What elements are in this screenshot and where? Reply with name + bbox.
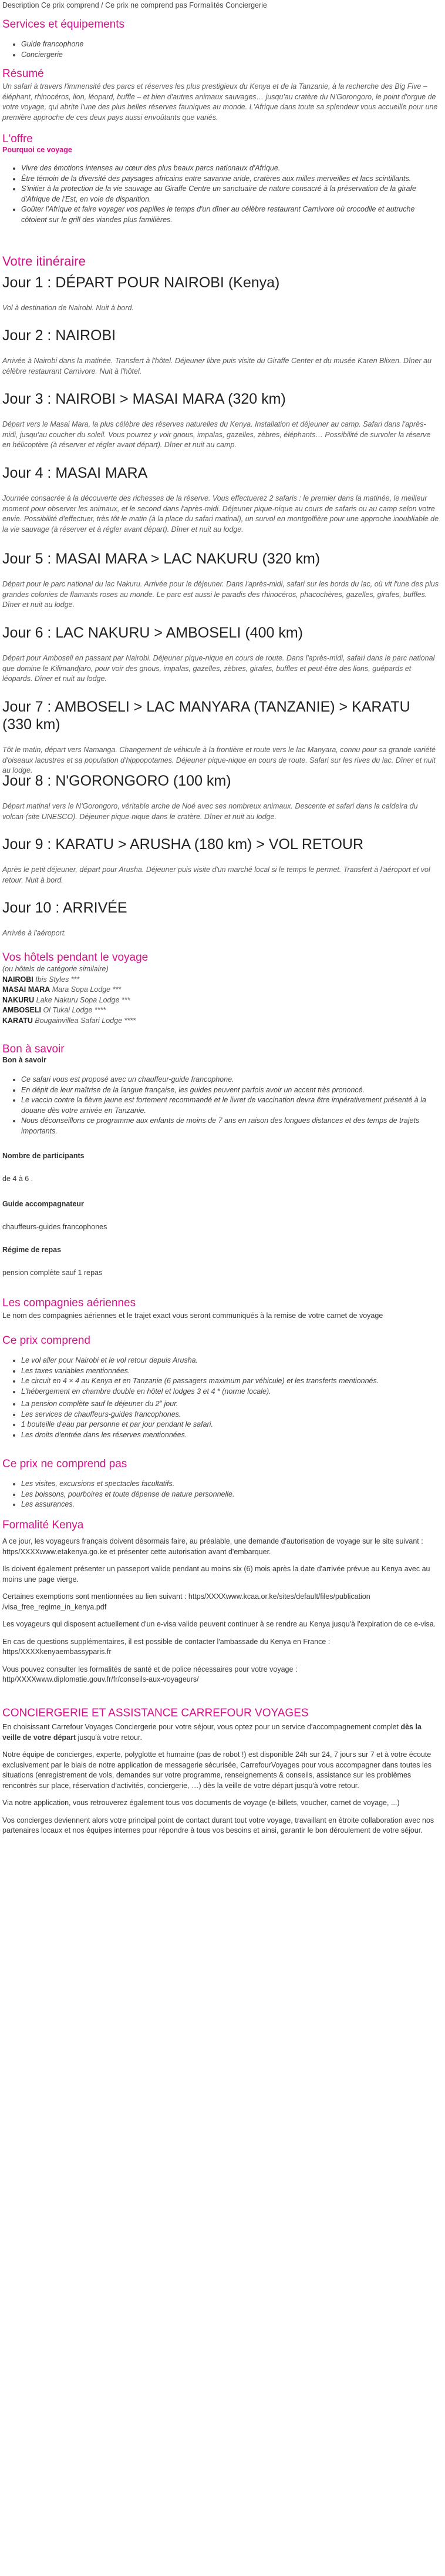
day-title: Jour 3 : NAIROBI > MASAI MARA (320 km) xyxy=(2,391,286,407)
list-item: • La pension complète sauf le déjeuner du 2e jour. xyxy=(21,1397,439,1410)
day-title: Jour 8 : N'GORONGORO (100 km) xyxy=(2,773,231,789)
hotel-city: MASAI MARA xyxy=(2,985,50,994)
day-title: Jour 7 : AMBOSELI > LAC MANYARA (TANZANIE) > KARATU (330 km) xyxy=(2,699,410,733)
formalites-section xyxy=(2,1518,439,1685)
excludes-section xyxy=(2,1457,439,1510)
bon-savoir-item: • En dépit de leur maîtrise de la langue française, les guides peuvent parfois avoir un accent très prononcé. xyxy=(21,1085,439,1096)
day-9 xyxy=(2,836,439,886)
day-1 xyxy=(2,274,439,314)
day-4 xyxy=(2,464,439,535)
day-text: Après le petit déjeuner, départ pour Arusha. Déjeuner puis visite d'un marché local si le temps le permet. Transfert à l'aéroport et vol retour. Nuit à bord. xyxy=(2,866,430,884)
offre-item: • Vivre des émotions intenses au cœur des plus beaux parcs nationaux d'Afrique. xyxy=(21,163,439,174)
formalites-p5: En cas de questions supplémentaires, il est possible de contacter l'ambassade du Kenya en France : https/XXXXkenyaembassyparis.fr xyxy=(2,1637,331,1656)
formalites-p2: Ils doivent également présenter un passeport valide pendant au moins six (6) mois après la date d'arrivée prévue au Kenya avec au moins une page vierge. xyxy=(2,1565,430,1584)
hotel-name: Mara Sopa Lodge *** xyxy=(50,985,122,994)
participants-value: de 4 à 6 . xyxy=(2,1175,33,1183)
conciergerie-section xyxy=(2,1706,439,1836)
hotel-row xyxy=(2,1016,439,1027)
hotels-section xyxy=(2,951,439,1026)
offre-item: • S'initier à la protection de la vie sauvage au Giraffe Centre un sanctuaire de nature consacré à la préservation de la girafe d'Afrique de l'Est, en voie de disparition. xyxy=(21,184,439,204)
formalites-p3: Certaines exemptions sont mentionnées au lien suivant : https/XXXXwww.kcaa.or.ke/sites/default/files/publication /visa_free_regime_in_kenya.pdf xyxy=(2,1592,370,1611)
includes-list xyxy=(2,1356,439,1440)
hotel-city: NAKURU xyxy=(2,995,35,1004)
day-text: Départ pour le parc national du lac Nakuru. Arrivée pour le déjeuner. Dans l'après-midi, safari sur les bords du lac, où vit l'une des plus grandes colonies de flamants roses au monde. Le parc est aussi le paradis des rhinocéros, phacochères, gazelles, girafes, buffles. Dîner et nuit au lodge. xyxy=(2,580,439,609)
day-7 xyxy=(2,698,439,776)
hotel-row xyxy=(2,1005,439,1016)
hotel-row xyxy=(2,985,439,995)
bon-savoir-item: • Ce safari vous est proposé avec un chauffeur-guide francophone. xyxy=(21,1075,439,1085)
participants-label: Nombre de participants xyxy=(2,1152,85,1160)
hotel-name: Ol Tukai Lodge **** xyxy=(41,1006,106,1014)
day-title: Jour 1 : DÉPART POUR NAIROBI (Kenya) xyxy=(2,274,280,291)
participants-section xyxy=(2,1152,439,1185)
list-item: • Les droits d'entrée dans les réserves mentionnées. xyxy=(21,1430,439,1441)
day-text: Vol à destination de Nairobi. Nuit à bord. xyxy=(2,304,134,312)
hotel-city: AMBOSELI xyxy=(2,1006,41,1014)
list-item: • L'hébergement en chambre double en hôtel et lodges 3 et 4 * (norme locale). xyxy=(21,1387,439,1397)
hotel-city: KARATU xyxy=(2,1016,33,1025)
offre-section xyxy=(2,132,439,225)
conciergerie-p3: Via notre application, vous retrouverez également tous vos documents de voyage (e-billets, voucher, carnet de voyage, ...) xyxy=(2,1799,400,1807)
day-title: Jour 4 : MASAI MARA xyxy=(2,465,148,481)
hotel-name: Lake Nakuru Sopa Lodge *** xyxy=(34,995,130,1004)
day-text: Départ vers le Masai Mara, la plus célèbre des réserves naturelles du Kenya. Installation et déjeuner au camp. Safari dans l'après-midi, jusqu'au coucher du soleil. Vous pourrez y voir gnous, impalas, gazelles, zèbres, éléphants… Possibilité de survoler la réserve en hélicoptère (à réserver et régler avant départ). Dîner et nuit au camp. xyxy=(2,420,431,449)
day-title: Jour 10 : ARRIVÉE xyxy=(2,900,127,916)
hotel-row xyxy=(2,995,439,1006)
conciergerie-title: CONCIERGERIE ET ASSISTANCE CARREFOUR VOYAGES xyxy=(2,1707,309,1719)
bon-savoir-title: Bon à savoir xyxy=(2,1043,65,1055)
includes-title: Ce prix comprend xyxy=(2,1334,90,1347)
offre-list xyxy=(2,163,439,225)
day-6 xyxy=(2,624,439,685)
guide-label: Guide accompagnateur xyxy=(2,1200,84,1208)
list-item: • Le vol aller pour Nairobi et le vol retour depuis Arusha. xyxy=(21,1356,439,1366)
bon-savoir-subtitle: Bon à savoir xyxy=(2,1056,47,1064)
resume-text: Un safari à travers l'immensité des parcs et réserves les plus prestigieux du Kenya et de la Tanzanie, à la recherche des Big Five – éléphant, rhinocéros, lion, léopard, buffle – et bien d'autres animaux sauvages… jusqu'au cratère du N'Gorongoro, le point d'orgue de votre voyage, qui abrite l'une des plus belles réserves fauniques au monde. L'Afrique dans toute sa splendeur vous accueille pour une première approche de ces deux pays aussi envoûtants que variés. xyxy=(2,82,438,122)
itinerary-section xyxy=(2,254,439,269)
day-title: Jour 2 : NAIROBI xyxy=(2,327,116,344)
airlines-section xyxy=(2,1296,439,1321)
hotel-row xyxy=(2,975,439,985)
day-text: Arrivée à l'aéroport. xyxy=(2,929,66,937)
bon-savoir-item: • Nous déconseillons ce programme aux enfants de moins de 7 ans en raison des longues distances et des temps de trajets importants. xyxy=(21,1116,439,1136)
offre-item: • Goûter l'Afrique et faire voyager vos papilles le temps d'un dîner au célèbre restaurant Carnivore où crocodile et autruche côtoient sur le grill des viandes plus familières. xyxy=(21,204,439,225)
formalites-p1: A ce jour, les voyageurs français doivent désormais faire, au préalable, une demande d'autorisation de voyage sur le site suivant : https/XXXXwww.etakenya.go.ke et présenter cette autorisation avant d'embarquer. xyxy=(2,1537,423,1556)
formalites-p4: Les voyageurs qui disposent actuellement d'un e-visa valide peuvent continuer à se rendre au Kenya jusqu'à l'expiration de ce e-visa. xyxy=(2,1620,436,1628)
excludes-list xyxy=(2,1479,439,1510)
repas-label: Régime de repas xyxy=(2,1246,62,1254)
day-text: Journée consacrée à la découverte des richesses de la réserve. Vous effectuerez 2 safaris : le premier dans la matinée, le meilleur moment pour observer les animaux, et le second dans l'après-midi. Déjeuner pique-nique au cours de safaris ou au camp selon votre envie. Possibilité d'effectuer, très tôt le matin (à la place du safari matinal), un survol en montgolfière pour une approche inoubliable de la vie sauvage (à réserver et à régler avant départ). Dîner et nuit au lodge. xyxy=(2,494,439,534)
day-title: Jour 5 : MASAI MARA > LAC NAKURU (320 km) xyxy=(2,551,321,567)
offre-item: • Être témoin de la diversité des paysages africains entre savanne aride, cratères aux milles merveilles et lacs scintillants. xyxy=(21,174,439,185)
exclude-item: • Les assurances. xyxy=(21,1500,439,1510)
offre-subtitle: Pourquoi ce voyage xyxy=(2,146,72,154)
day-title: Jour 6 : LAC NAKURU > AMBOSELI (400 km) xyxy=(2,625,303,641)
exclude-item: • Les boissons, pourboires et toute dépense de nature personnelle. xyxy=(21,1490,439,1500)
day-text: Départ pour Amboseli en passant par Nairobi. Déjeuner pique-nique en cours de route. Dans l'après-midi, safari dans le parc national que domine le Kilimandjaro, pour voir des gnous, impalas, gazelles, zèbres, girafes, buffles et peut-être des lions, guépards et léopards. Dîner et nuit au lodge. xyxy=(2,654,435,683)
conciergerie-p2: Notre équipe de concierges, experte, polyglotte et humaine (pas de robot !) est disponible 24h sur 24, 7 jours sur 7 et à votre écoute exclusivement par le biais de notre application de messagerie sécurisée, CarrefourVoyages pour vous accompagner dans toutes les situations (enregistrement de vols, demandes sur votre programme, renseignements & conseils, assistance sur les problèmes rencontrés sur place, réservation d'activités, conciergerie, …) dès la veille de votre départ jusqu'à votre retour. xyxy=(2,1750,431,1790)
services-list xyxy=(2,39,439,60)
day-5 xyxy=(2,550,439,611)
hotels-note: (ou hôtels de catégorie similaire) xyxy=(2,965,109,973)
hotels-list xyxy=(2,975,439,1027)
airlines-title: Les compagnies aériennes xyxy=(2,1297,136,1309)
day-title: Jour 9 : KARATU > ARUSHA (180 km) > VOL RETOUR xyxy=(2,836,364,853)
itinerary-title: Votre itinéraire xyxy=(2,254,86,269)
day-8 xyxy=(2,772,439,822)
list-item: • Les services de chauffeurs-guides francophones. xyxy=(21,1410,439,1420)
resume-title: Résumé xyxy=(2,68,44,80)
day-text: Arrivée à Nairobi dans la matinée. Transfert à l'hôtel. Déjeuner libre puis visite du Giraffe Center et du musée Karen Blixen. Dîner au célèbre restaurant Carnivore. Nuit à l'hôtel. xyxy=(2,357,431,375)
formalites-p6: Vous pouvez consulter les formalités de santé et de police nécessaires pour votre voyage : http/XXXXwww.diplomatie.gouv.fr/fr/conseils-aux-voyageurs/ xyxy=(2,1665,298,1683)
day-3 xyxy=(2,390,439,451)
hotel-name: Ibis Styles *** xyxy=(33,975,80,984)
service-item: • Conciergerie xyxy=(21,50,439,61)
guide-section xyxy=(2,1200,439,1233)
hotel-city: NAIROBI xyxy=(2,975,33,984)
includes-section xyxy=(2,1334,439,1440)
hotel-name: Bougainvillea Safari Lodge **** xyxy=(32,1016,136,1025)
day-text: Départ matinal vers le N'Gorongoro, véritable arche de Noé avec ses nombreux animaux. Descente et safari dans la caldeira du volcan (site UNESCO). Déjeuner pique-nique dans le cratère. Dîner et nuit au lodge. xyxy=(2,802,418,821)
exclude-item: • Les visites, excursions et spectacles facultatifs. xyxy=(21,1479,439,1490)
list-item: • Les taxes variables mentionnées. xyxy=(21,1366,439,1377)
bon-savoir-item: • Le vaccin contre la fièvre jaune est fortement recommandé et le livret de vaccination devra être impérativement présenté à la douane dès votre arrivée en Tanzanie. xyxy=(21,1095,439,1116)
conciergerie-p1: En choisissant Carrefour Voyages Conciergerie pour votre séjour, vous optez pour un service d'accompagnement complet dès la veille de votre départ jusqu'à votre retour. xyxy=(2,1723,422,1742)
service-item: • Guide francophone xyxy=(21,39,439,50)
repas-value: pension complète sauf 1 repas xyxy=(2,1269,103,1277)
day-10 xyxy=(2,899,439,939)
description-header: Description Ce prix comprend / Ce prix ne comprend pas Formalités Conciergerie xyxy=(2,1,267,9)
formalites-title: Formalité Kenya xyxy=(2,1519,84,1531)
services-section xyxy=(2,18,439,60)
day-2 xyxy=(2,327,439,377)
guide-value: chauffeurs-guides francophones xyxy=(2,1223,107,1231)
offre-title: L'offre xyxy=(2,133,33,145)
bon-savoir-list xyxy=(2,1075,439,1136)
hotels-title: Vos hôtels pendant le voyage xyxy=(2,951,149,964)
services-title: Services et équipements xyxy=(2,18,125,31)
excludes-title: Ce prix ne comprend pas xyxy=(2,1458,127,1470)
day-text: Tôt le matin, départ vers Namanga. Changement de véhicule à la frontière et route vers le lac Manyara, connu pour sa grande variété d'oiseaux lacustres et sa population d'hippopotames. Déjeuner pique-nique en cours de route. Safari sur les rives du lac. Dîner et nuit au lodge. xyxy=(2,746,436,774)
airlines-text: Le nom des compagnies aériennes et le trajet exact vous seront communiqués à la remise de votre carnet de voyage xyxy=(2,1312,383,1320)
conciergerie-p4: Vos concierges deviennent alors votre principal point de contact durant tout votre voyage, travaillant en étroite collaboration avec nos partenaires locaux et nos équipes internes pour répondre à tous vos besoins et ainsi, garantir le bon déroulement de votre séjour. xyxy=(2,1816,434,1834)
repas-section xyxy=(2,1246,439,1279)
bon-savoir-section xyxy=(2,1042,439,1136)
list-item: • Le circuit en 4 × 4 au Kenya et en Tanzanie (6 passagers maximum par véhicule) et les transferts mentionnés. xyxy=(21,1376,439,1387)
resume-section xyxy=(2,67,439,123)
list-item: • 1 bouteille d'eau par personne et par jour pendant le safari. xyxy=(21,1420,439,1430)
